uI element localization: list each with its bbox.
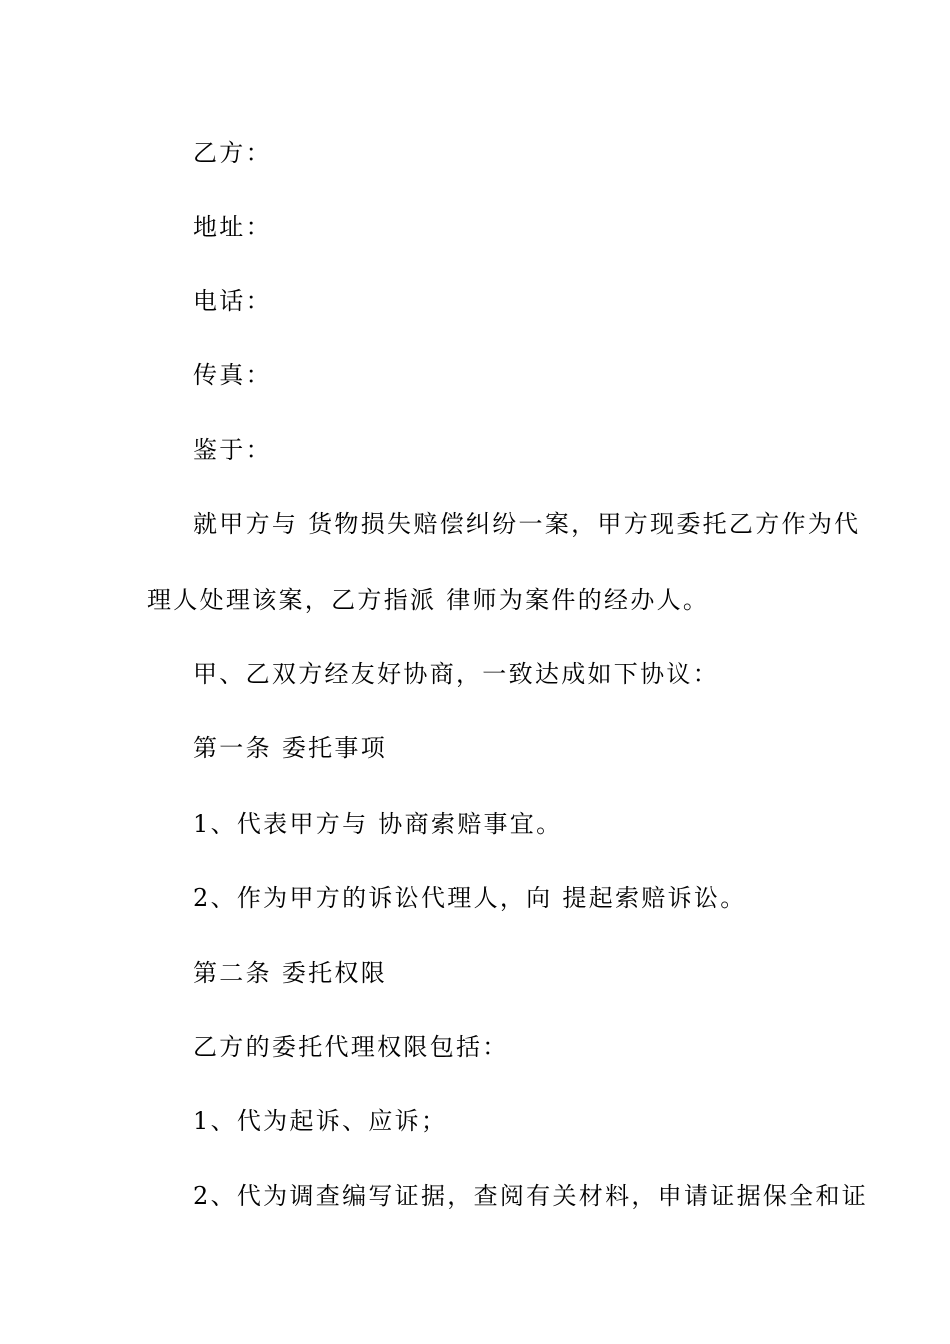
- list-item: 2、代为调查编写证据，查阅有关材料，申请证据保全和证: [193, 1182, 869, 1210]
- list-item: 1、代为起诉、应诉；: [193, 1107, 448, 1135]
- phone-label: 电话：: [193, 287, 272, 315]
- whereas-label: 鉴于：: [193, 436, 272, 464]
- paragraph-line: 就甲方与 货物损失赔偿纠纷一案，甲方现委托乙方作为代: [193, 510, 861, 538]
- fax-label: 传真：: [193, 361, 272, 389]
- article-heading: 第二条 委托权限: [193, 959, 388, 987]
- paragraph-line: 甲、乙双方经友好协商，一致达成如下协议：: [193, 660, 719, 688]
- party-b-label: 乙方：: [193, 139, 272, 167]
- paragraph-line: 理人处理该案，乙方指派 律师为案件的经办人。: [147, 586, 710, 614]
- article-heading: 第一条 委托事项: [193, 734, 388, 762]
- address-label: 地址：: [193, 213, 272, 241]
- list-item: 2、作为甲方的诉讼代理人，向 提起索赔诉讼。: [193, 884, 747, 912]
- paragraph-line: 乙方的委托代理权限包括：: [193, 1033, 509, 1061]
- list-item: 1、代表甲方与 协商索赔事宜。: [193, 810, 563, 838]
